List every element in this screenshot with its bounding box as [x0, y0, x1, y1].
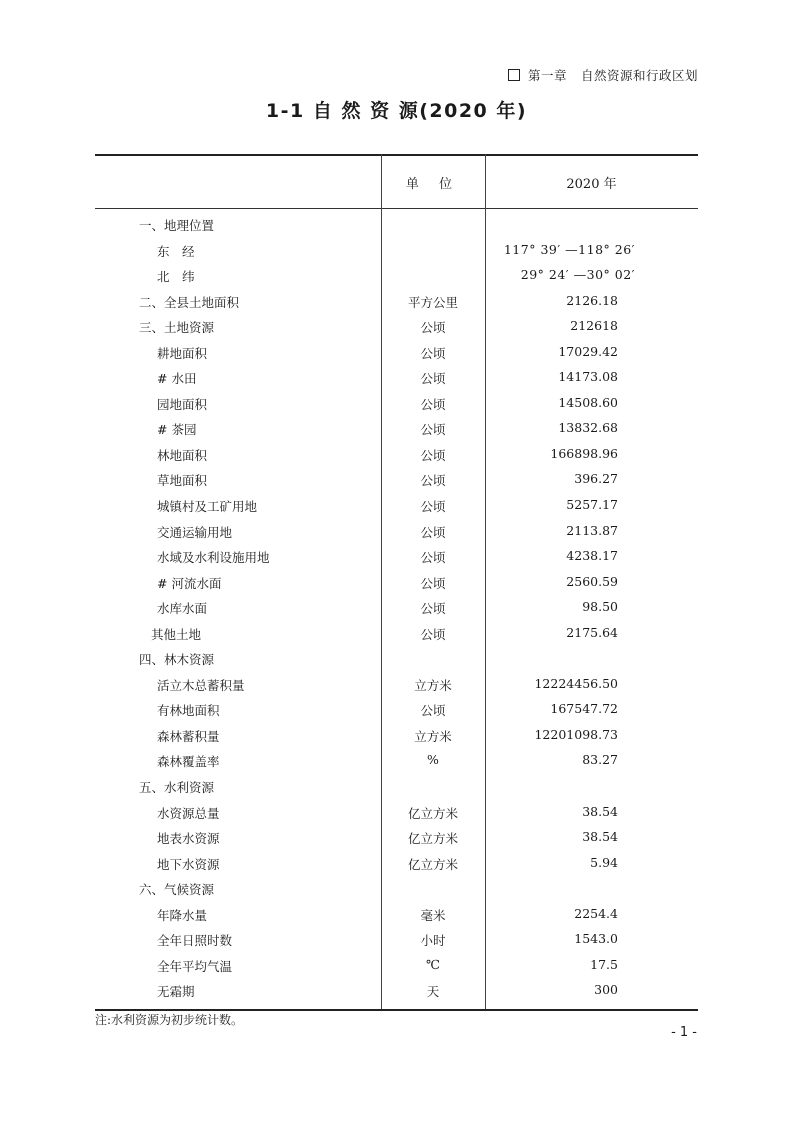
row-label: 无霜期: [157, 984, 195, 1000]
table-row: [95, 212, 698, 238]
table-row: [95, 493, 698, 519]
row-unit: ℃: [426, 956, 440, 972]
table-row: [95, 365, 698, 391]
row-value: 167547.72: [550, 701, 618, 717]
row-unit: 公顷: [420, 345, 446, 361]
row-value: 396.27: [574, 471, 618, 487]
table-row: [95, 953, 698, 979]
row-value: 83.27: [582, 752, 618, 768]
row-label: 草地面积: [157, 473, 208, 489]
row-value: 300: [594, 982, 618, 998]
row-unit: 立方米: [414, 677, 452, 693]
checkbox-square-icon: [508, 69, 520, 81]
row-label: 耕地面积: [157, 345, 208, 361]
row-unit: 公顷: [420, 626, 446, 642]
row-unit: 平方公里: [407, 294, 458, 310]
row-value: 2560.59: [566, 573, 618, 589]
table-row: [95, 800, 698, 826]
row-label: 其他土地: [151, 626, 202, 642]
table-row: [95, 978, 698, 1004]
row-value: 13832.68: [558, 420, 618, 436]
row-label: 全年日照时数: [157, 933, 233, 949]
row-label: 活立木总蓄积量: [157, 677, 245, 693]
column-header-year: 2020 年: [566, 177, 617, 192]
table-row: [95, 238, 698, 264]
row-label: 林地面积: [157, 447, 208, 463]
row-unit: 公顷: [420, 320, 446, 336]
row-value: 38.54: [582, 803, 618, 819]
row-unit: 公顷: [420, 575, 446, 591]
table-row: [95, 416, 698, 442]
row-unit: 亿立方米: [407, 831, 458, 847]
table-row: [95, 851, 698, 877]
row-label: 东 经: [157, 243, 195, 259]
row-label: 森林蓄积量: [157, 728, 220, 744]
row-unit: 亿立方米: [407, 805, 458, 821]
row-label: 水资源总量: [157, 805, 220, 821]
row-unit: 公顷: [420, 524, 446, 540]
row-label: 五、水利资源: [139, 780, 215, 796]
chapter-header: [508, 66, 698, 84]
table-row: [95, 340, 698, 366]
row-value: 2175.64: [566, 624, 618, 640]
table-row: [95, 391, 698, 417]
table-row: [95, 902, 698, 928]
row-unit: 公顷: [420, 396, 446, 412]
row-unit: 公顷: [420, 601, 446, 617]
row-label: 全年平均气温: [157, 958, 233, 974]
table-row: [95, 621, 698, 647]
table-row: [95, 570, 698, 596]
row-label: 地下水资源: [157, 856, 220, 872]
table-header-rule: [95, 208, 698, 209]
table-row: [95, 263, 698, 289]
table-row: [95, 748, 698, 774]
row-unit: 公顷: [420, 473, 446, 489]
row-label: 年降水量: [157, 907, 208, 923]
row-value: 12201098.73: [534, 726, 618, 742]
row-label: 一、地理位置: [139, 218, 215, 233]
row-label: 水域及水利设施用地: [157, 550, 270, 566]
table-row: [95, 672, 698, 698]
row-unit: 公顷: [420, 422, 446, 438]
page-number: - 1 -: [671, 1025, 697, 1040]
row-label: 水库水面: [157, 601, 208, 617]
row-label: 北 纬: [157, 269, 195, 285]
table-row: [95, 314, 698, 340]
row-value: 14173.08: [558, 369, 618, 385]
row-value: 17.5: [590, 956, 618, 972]
table-row: [95, 442, 698, 468]
table-row: [95, 646, 698, 672]
table-row: [95, 289, 698, 315]
row-value: 98.50: [582, 599, 618, 615]
table-row: [95, 774, 698, 800]
chapter-title: 自然资源和行政区划: [580, 68, 698, 83]
row-value: 12224456.50: [534, 675, 618, 691]
table-header: [95, 154, 698, 208]
row-label: 四、林木资源: [139, 652, 215, 668]
row-label: 三、土地资源: [139, 320, 215, 336]
row-unit: 公顷: [420, 703, 446, 719]
row-label: 二、全县土地面积: [139, 294, 240, 310]
row-unit: 毫米: [420, 907, 446, 923]
row-label: # 水田: [157, 371, 197, 387]
row-value: 212618: [570, 318, 618, 334]
row-unit: 公顷: [420, 550, 446, 566]
page-title: 1-1 自 然 资 源(2020 年): [265, 100, 528, 122]
row-unit: 天: [426, 984, 440, 1000]
row-value: 17029.42: [558, 343, 618, 359]
table-row: [95, 825, 698, 851]
footnote: 注:水利资源为初步统计数。: [95, 1013, 244, 1027]
row-label: # 河流水面: [157, 575, 222, 591]
row-value: 117° 39′ —118° 26′: [503, 241, 635, 257]
row-unit: 立方米: [414, 728, 452, 744]
row-label: 地表水资源: [157, 831, 220, 847]
row-value: 2113.87: [566, 522, 618, 538]
row-unit: 小时: [420, 933, 446, 949]
table-row: [95, 876, 698, 902]
table-row: [95, 697, 698, 723]
table-body: [95, 212, 698, 1004]
row-value: 5.94: [590, 854, 618, 870]
row-value: 2254.4: [574, 905, 618, 921]
row-label: 园地面积: [157, 396, 208, 412]
table-row: [95, 927, 698, 953]
row-value: 38.54: [582, 829, 618, 845]
table-row: [95, 467, 698, 493]
row-value: 1543.0: [574, 931, 618, 947]
row-value: 14508.60: [558, 394, 618, 410]
row-unit: 亿立方米: [407, 856, 458, 872]
table-row: [95, 723, 698, 749]
row-label: 交通运输用地: [157, 524, 233, 540]
table-row: [95, 544, 698, 570]
row-label: 有林地面积: [157, 703, 220, 719]
chapter-label: 第一章: [527, 68, 567, 83]
row-unit: 公顷: [420, 371, 446, 387]
table-row: [95, 595, 698, 621]
row-label: 城镇村及工矿用地: [157, 499, 258, 515]
row-unit: %: [427, 752, 439, 768]
row-label: 森林覆盖率: [157, 754, 220, 770]
row-value: 5257.17: [566, 497, 618, 513]
table-row: [95, 519, 698, 545]
row-label: # 茶园: [157, 422, 197, 438]
column-header-unit: 单 位: [405, 177, 461, 192]
row-value: 4238.17: [566, 548, 618, 564]
row-value: 166898.96: [550, 445, 618, 461]
row-value: 29° 24′ —30° 02′: [520, 267, 635, 283]
row-value: 2126.18: [566, 292, 618, 308]
row-label: 六、气候资源: [139, 882, 215, 898]
row-unit: 公顷: [420, 447, 446, 463]
row-unit: 公顷: [420, 499, 446, 515]
